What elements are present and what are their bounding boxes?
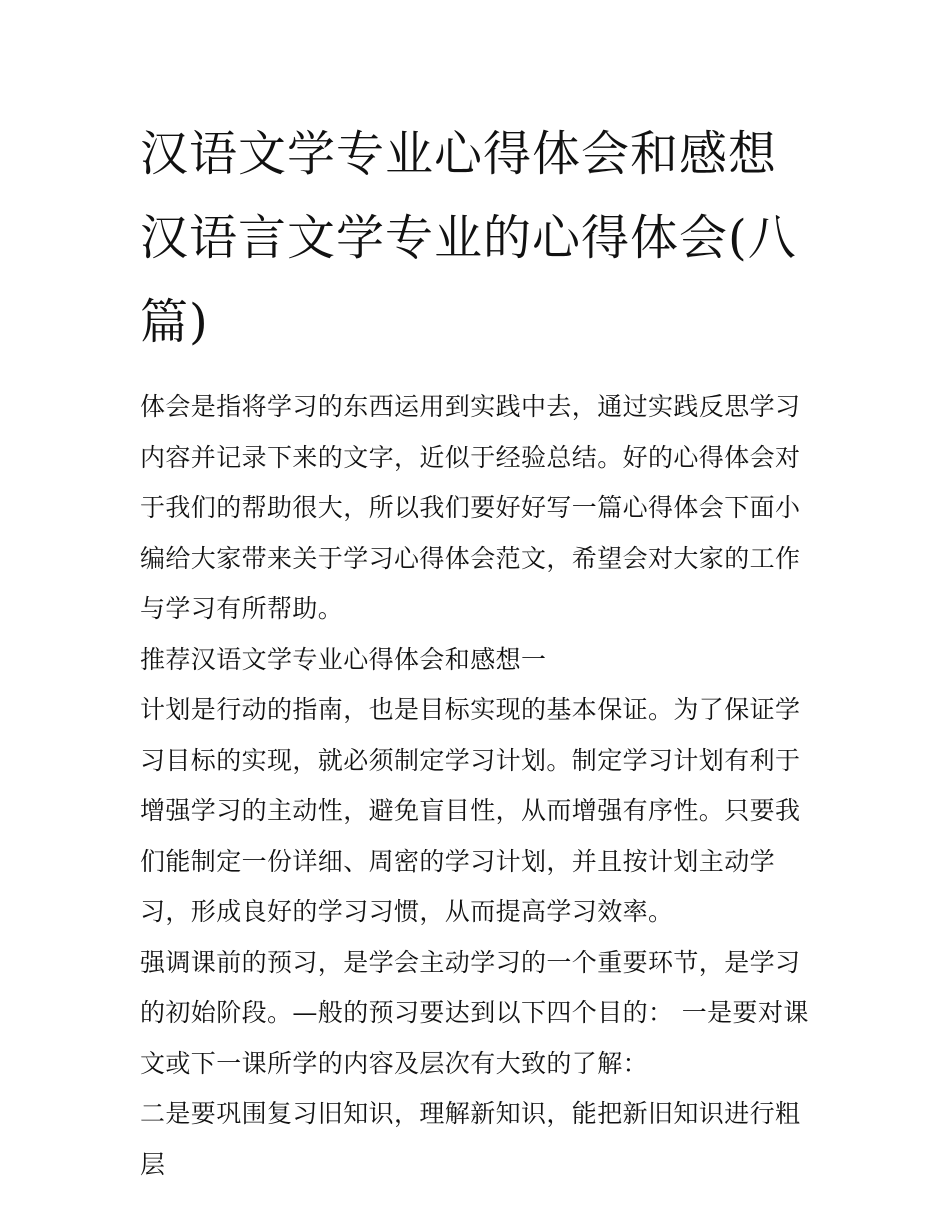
document-body	[140, 112, 812, 1190]
paragraph-review: 二是要巩围复习旧知识，理解新知识，能把新旧知识进行粗层	[140, 1099, 801, 1179]
document-title: 汉语文学专业心得体会和感想汉语言文学专业的心得体会(八篇)	[140, 126, 797, 350]
section-heading: 推荐汉语文学专业心得体会和感想一	[140, 644, 547, 674]
paragraph-plan: 计划是行动的指南，也是目标实现的基本保证。为了保证学习目标的实现，就必须制定学习计划。制定学习计划有利于增强学习的主动性，避免盲目性，从而增强有序性。只要我们能制定一份详细、周密的学习计划，并且按计划主动学习，形成良好的学习习惯，从而提高学习效率。	[140, 695, 801, 926]
paragraph-intro: 体会是指将学习的东西运用到实践中去，通过实践反思学习内容并记录下来的文字，近似于经验总结。好的心得体会对于我们的帮助很大，所以我们要好好写一篇心得体会下面小编给大家带来关于学习心得体会范文，希望会对大家的工作与学习有所帮助。	[140, 392, 801, 623]
paragraph-preview: 强调课前的预习，是学会主动学习的一个重要环节，是学习的初始阶段。—般的预习要达到以下四个目的： 一是要对课文或下一课所学的内容及层次有大致的了解：	[140, 947, 809, 1078]
